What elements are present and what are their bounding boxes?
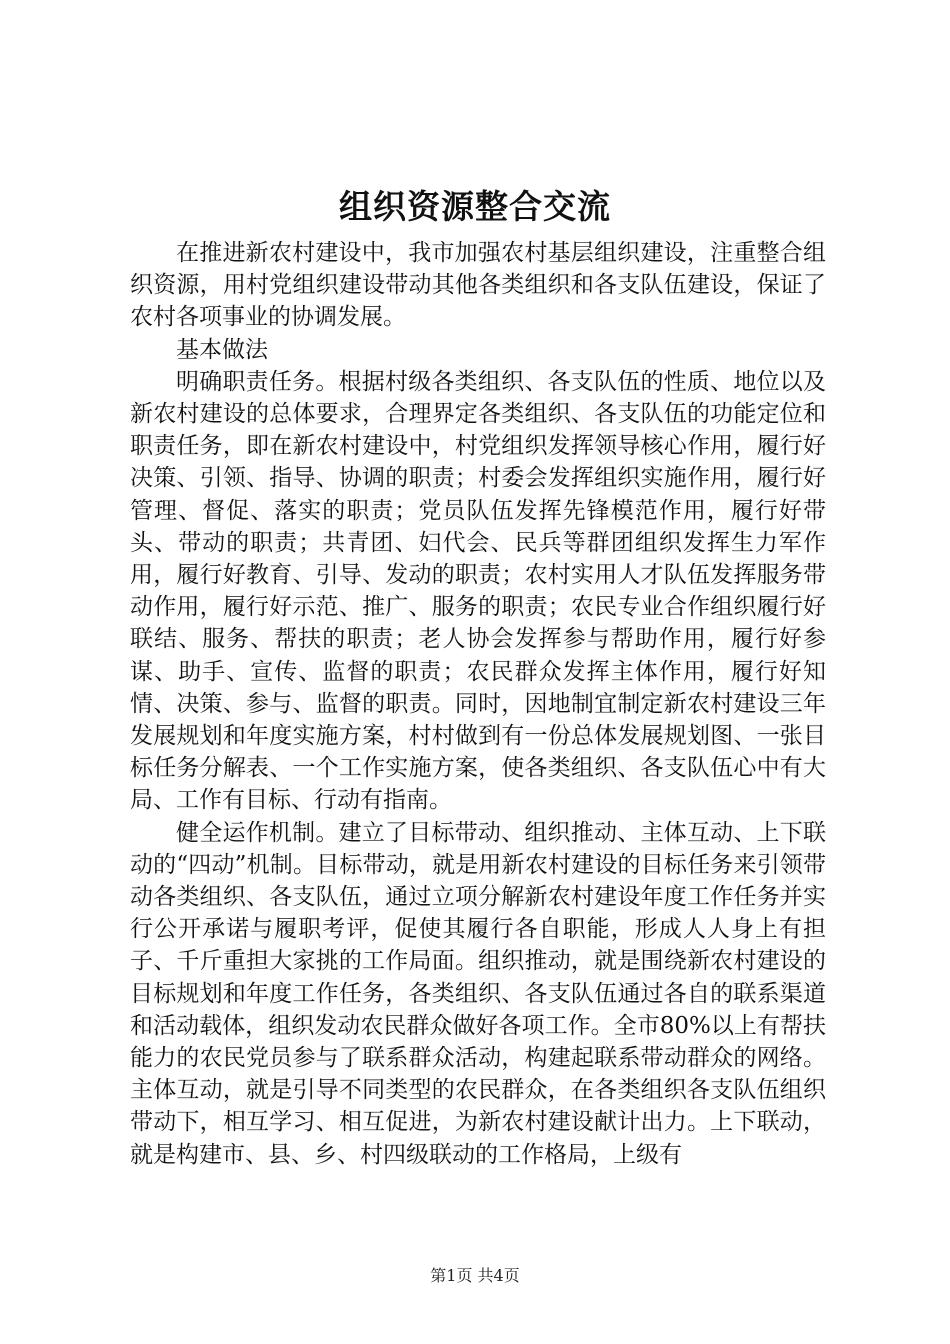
document-title: 组织资源整合交流 xyxy=(339,187,611,226)
paragraph-intro: 在推进新农村建设中，我市加强农村基层组织建设，注重整合组织资源，用村党组织建设带动其他各类组织和各支队伍建设，保证了农村各项事业的协调发展。 xyxy=(130,240,826,331)
paragraph-responsibilities: 明确职责任务。根据村级各类组织、各支队伍的性质、地位以及新农村建设的总体要求，合理界定各类组织、各支队伍的功能定位和职责任务，即在新农村建设中，村党组织发挥领导核心作用，履行好决策、引领、指导、协调的职责；村委会发挥组织实施作用，履行好管理、督促、落实的职责；党员队伍发挥先锋模范作用，履行好带头、带动的职责；共青团、妇代会、民兵等群团组织发挥生力军作用，履行好教育、引导、发动的职责；农村实用人才队伍发挥服务带动作用，履行好示范、推广、服务的职责；农民专业合作组织履行好联结、服务、帮扶的职责；老人协会发挥参与帮助作用，履行好参谋、助手、宣传、监督的职责；农民群众发挥主体作用，履行好知情、决策、参与、监督的职责。同时，因地制宜制定新农村建设三年发展规划和年度实施方案，村村做到有一份总体发展规划图、一张目标任务分解表、一个工作实施方案，使各类组织、各支队伍心中有大局、工作有目标、行动有指南。 xyxy=(130,368,826,814)
paragraph-mechanism: 健全运作机制。建立了目标带动、组织推动、主体互动、上下联动的“四动”机制。目标带动，就是用新农村建设的目标任务来引领带动各类组织、各支队伍，通过立项分解新农村建设年度工作任务并实行公开承诺与履职考评，促使其履行各自职能，形成人人身上有担子、千斤重担大家挑的工作局面。组织推动，就是围绕新农村建设的目标规划和年度工作任务，各类组织、各支队伍通过各自的联系渠道和活动载体，组织发动农民群众做好各项工作。全市80%以上有帮扶能力的农民党员参与了联系群众活动，构建起联系带动群众的网络。主体互动，就是引导不同类型的农民群众，在各类组织各支队伍组织带动下，相互学习、相互促进，为新农村建设献计出力。上下联动，就是构建市、县、乡、村四级联动的工作格局，上级有 xyxy=(130,819,826,1168)
page-number-footer: 第1页 共4页 xyxy=(430,1266,520,1285)
document-body xyxy=(130,237,826,1171)
section-heading: 基本做法 xyxy=(176,336,268,363)
